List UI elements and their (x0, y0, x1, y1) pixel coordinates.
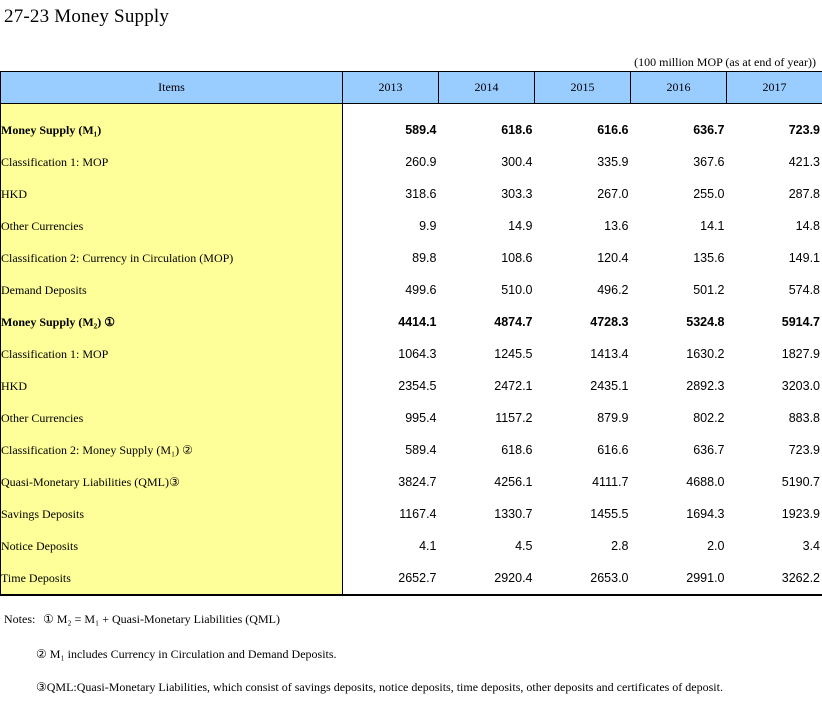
value-cell: 3203.0 (727, 370, 822, 402)
value-cell: 303.3 (501, 187, 533, 201)
row-label: Money Supply (M₂) ① (1, 306, 343, 338)
row-label: Other Currencies (1, 402, 343, 434)
value-cell: 1064.3 (398, 347, 437, 361)
value-cell: 89.8 (412, 251, 437, 265)
note-1: ① M₂ = M₁ + Quasi-Monetary Liabilities (QML) (43, 612, 280, 626)
value-cell: 2652.7 (343, 562, 439, 595)
value-cell: 2354.5 (398, 379, 437, 393)
value-cell: 2991.0 (631, 562, 727, 595)
value-cell: 802.2 (693, 411, 725, 425)
table-row (1, 434, 822, 466)
value-cell: 1694.3 (686, 507, 725, 521)
note-2: ② M₁ includes Currency in Circulation and Demand Deposits. (36, 647, 337, 661)
value-cell: 4688.0 (686, 475, 725, 489)
value-cell: 318.6 (405, 187, 437, 201)
value-cell: 13.6 (604, 219, 629, 233)
table-header-row (1, 72, 822, 104)
value-cell: 14.8 (727, 210, 822, 242)
row-label: Other Currencies (1, 210, 343, 242)
value-cell: 260.9 (405, 155, 437, 169)
table-row (1, 466, 822, 498)
row-label: HKD (1, 370, 343, 402)
header-year: 2017 (727, 72, 822, 104)
value-cell: 723.9 (727, 434, 822, 466)
value-cell: 589.4 (405, 123, 437, 137)
notes-prefix: Notes: (4, 612, 36, 626)
spacer-cell (535, 104, 631, 115)
table-row (1, 562, 822, 595)
value-cell: 267.0 (597, 187, 629, 201)
header-year: 2015 (535, 72, 631, 104)
table-row (1, 338, 822, 370)
value-cell: 616.6 (597, 123, 629, 137)
row-label: Classification 1: MOP (1, 338, 343, 370)
value-cell: 723.9 (727, 114, 822, 146)
header-year: 2013 (343, 72, 439, 104)
value-cell: 1167.4 (399, 507, 437, 521)
value-cell: 4111.7 (592, 475, 629, 489)
value-cell: 636.7 (693, 123, 725, 137)
value-cell: 4.5 (515, 539, 533, 553)
value-cell: 335.9 (597, 155, 629, 169)
value-cell: 4.1 (419, 539, 437, 553)
row-label: Savings Deposits (1, 498, 343, 530)
value-cell: 2892.3 (686, 379, 725, 393)
header-items: Items (1, 72, 343, 104)
table-row (1, 306, 822, 338)
table-row (1, 178, 822, 210)
value-cell: 14.9 (508, 219, 533, 233)
table-row (1, 402, 822, 434)
value-cell: 1630.2 (686, 347, 725, 361)
spacer-cell (727, 104, 822, 115)
value-cell: 14.1 (700, 219, 725, 233)
value-cell: 2.0 (707, 539, 725, 553)
spacer-row (1, 104, 822, 115)
value-cell: 616.6 (597, 443, 629, 457)
value-cell: 4256.1 (494, 475, 533, 489)
row-label: Money Supply (M₁) (1, 114, 343, 146)
row-label: Notice Deposits (1, 530, 343, 562)
value-cell: 5914.7 (727, 306, 822, 338)
value-cell: 4414.1 (398, 315, 437, 329)
value-cell: 2435.1 (590, 379, 629, 393)
table-row (1, 498, 822, 530)
header-year: 2014 (439, 72, 535, 104)
value-cell: 5324.8 (686, 315, 725, 329)
value-cell: 589.4 (405, 443, 437, 457)
row-label: Classification 2: Currency in Circulation (MOP) (1, 242, 343, 274)
value-cell: 3262.2 (727, 562, 822, 595)
value-cell: 3824.7 (398, 475, 437, 489)
value-cell: 636.7 (693, 443, 725, 457)
value-cell: 995.4 (405, 411, 437, 425)
row-label: Classification 1: MOP (1, 146, 343, 178)
spacer-cell (1, 104, 343, 115)
value-cell: 1413.4 (590, 347, 629, 361)
value-cell: 499.6 (405, 283, 437, 297)
spacer-cell (439, 104, 535, 115)
value-cell: 618.6 (501, 443, 533, 457)
value-cell: 1330.7 (494, 507, 533, 521)
value-cell: 300.4 (501, 155, 533, 169)
spacer-cell (631, 104, 727, 115)
value-cell: 1245.5 (494, 347, 533, 361)
unit-label: (100 million MOP (as at end of year)) (634, 55, 816, 69)
row-label: Classification 2: Money Supply (M₁) ② (1, 434, 343, 466)
value-cell: 883.8 (727, 402, 822, 434)
value-cell: 287.8 (727, 178, 822, 210)
value-cell: 2472.1 (494, 379, 533, 393)
value-cell: 255.0 (693, 187, 725, 201)
table-row (1, 242, 822, 274)
value-cell: 2.8 (611, 539, 629, 553)
value-cell: 1455.5 (590, 507, 629, 521)
value-cell: 4728.3 (590, 315, 629, 329)
header-year: 2016 (631, 72, 727, 104)
money-supply-table (0, 71, 822, 596)
row-label: Time Deposits (1, 562, 343, 595)
value-cell: 2653.0 (535, 562, 631, 595)
value-cell: 574.8 (727, 274, 822, 306)
value-cell: 421.3 (727, 146, 822, 178)
value-cell: 510.0 (501, 283, 533, 297)
value-cell: 135.6 (693, 251, 725, 265)
value-cell: 367.6 (693, 155, 725, 169)
value-cell: 120.4 (597, 251, 629, 265)
value-cell: 149.1 (727, 242, 822, 274)
value-cell: 3.4 (727, 530, 822, 562)
value-cell: 879.9 (597, 411, 629, 425)
table-row (1, 274, 822, 306)
page-title: 27-23 Money Supply (4, 6, 170, 27)
value-cell: 9.9 (419, 219, 437, 233)
value-cell: 501.2 (693, 283, 725, 297)
value-cell: 496.2 (597, 283, 629, 297)
value-cell: 2920.4 (439, 562, 535, 595)
value-cell: 108.6 (501, 251, 533, 265)
value-cell: 1157.2 (495, 411, 533, 425)
value-cell: 618.6 (501, 123, 533, 137)
row-label: HKD (1, 178, 343, 210)
table-row (1, 530, 822, 562)
spacer-cell (343, 104, 439, 115)
table-row (1, 370, 822, 402)
note-3: ③QML:Quasi-Monetary Liabilities, which consist of savings deposits, notice deposits, time deposits, other deposits and certificates of deposit. (36, 680, 723, 694)
row-label: Demand Deposits (1, 274, 343, 306)
table-row (1, 146, 822, 178)
value-cell: 1827.9 (727, 338, 822, 370)
value-cell: 5190.7 (727, 466, 822, 498)
row-label: Quasi-Monetary Liabilities (QML)③ (1, 466, 343, 498)
value-cell: 4874.7 (494, 315, 533, 329)
value-cell: 1923.9 (727, 498, 822, 530)
table-row (1, 114, 822, 146)
table-row (1, 210, 822, 242)
